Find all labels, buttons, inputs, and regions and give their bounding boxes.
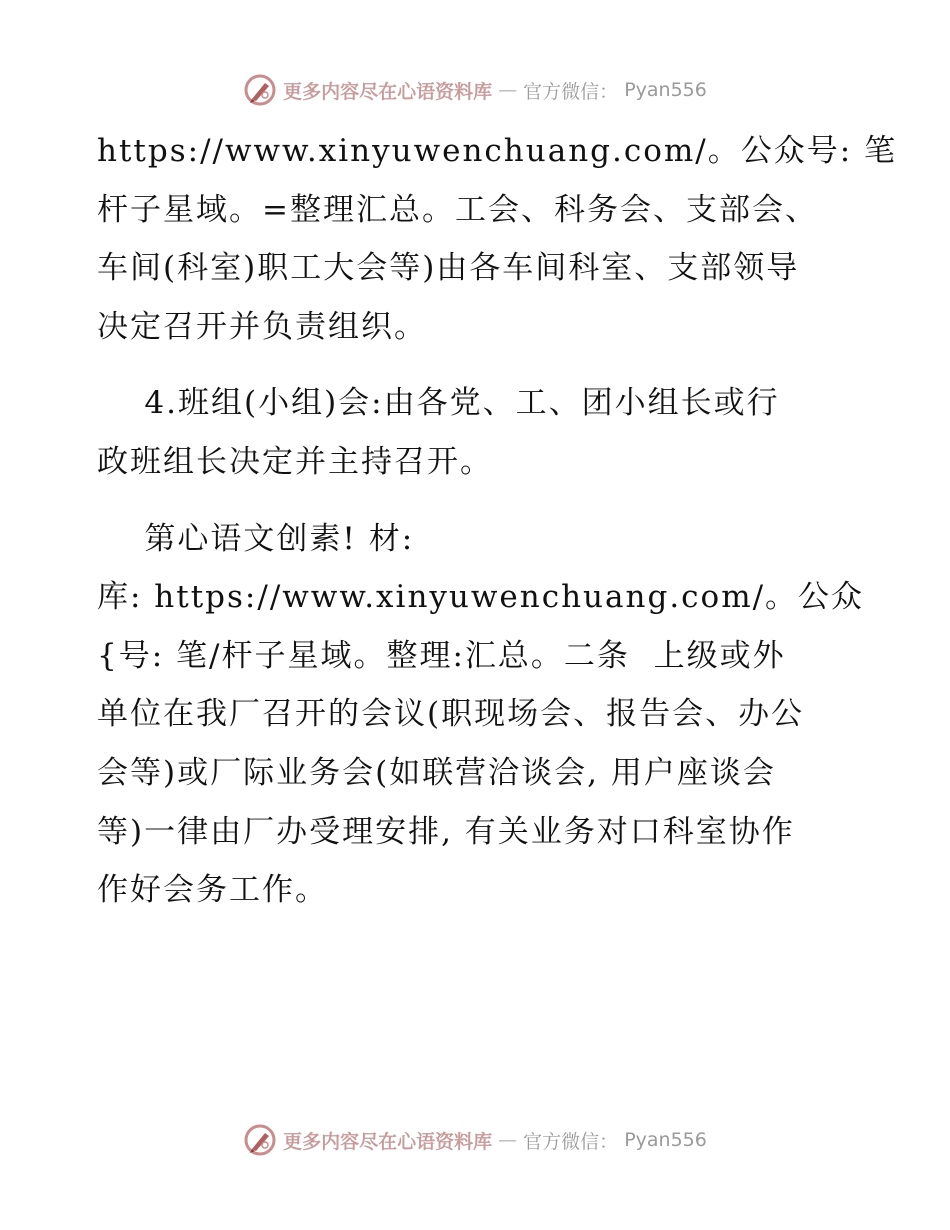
header-site-text: 更多内容尽在心语资料库: [283, 80, 493, 103]
footer-banner: [0, 1120, 950, 1160]
text-line: 4.班组(小组)会:由各党、工、团小组长或行: [97, 385, 780, 422]
text-line: https://www.xinyuwenchuang.com/。公众号: 笔: [97, 133, 898, 169]
pen-logo-icon: [243, 1123, 277, 1157]
paragraph-gap: [97, 492, 842, 510]
text-line: 等)一律由厂办受理安排, 有关业务对口科室协作: [97, 813, 795, 850]
document-body: [97, 122, 898, 920]
paragraph-2: [97, 374, 842, 491]
text-line: 会等)或厂际业务会(如联营洽谈会, 用户座谈会: [97, 754, 776, 791]
text-line: 库: https://www.xinyuwenchuang.com/。公众: [97, 579, 865, 616]
text-line: 政班组长决定并主持召开。: [97, 443, 493, 480]
header-wechat-id: Pyan556: [624, 79, 707, 101]
text-line: 杆子星域。=整理汇总。工会、科务会、支部会、: [97, 191, 818, 228]
text-line: {号: 笔/杆子星域。整理:汇总。二条 上级或外: [97, 637, 786, 674]
header-separator: —: [498, 79, 518, 101]
footer-wechat-id: Pyan556: [624, 1129, 707, 1151]
pen-logo-icon: [243, 73, 277, 107]
header-wechat-label: 官方微信：: [523, 80, 619, 103]
text-line: 第心语文创素! 材:: [97, 520, 415, 557]
footer-separator: —: [498, 1129, 518, 1151]
text-line: 单位在我厂召开的会议(职现场会、报告会、办公: [97, 696, 805, 733]
text-line: 作好会务工作。: [97, 872, 328, 909]
footer-wechat-label: 官方微信：: [523, 1130, 619, 1153]
header-banner: [0, 70, 950, 110]
text-line: 车间(科室)职工大会等)由各车间科室、支部领导: [97, 250, 800, 287]
paragraph-gap: [97, 356, 842, 374]
text-line: 决定召开并负责组织。: [97, 308, 427, 345]
paragraph-3: [97, 510, 865, 920]
footer-site-text: 更多内容尽在心语资料库: [283, 1130, 493, 1153]
paragraph-1: [97, 122, 898, 356]
